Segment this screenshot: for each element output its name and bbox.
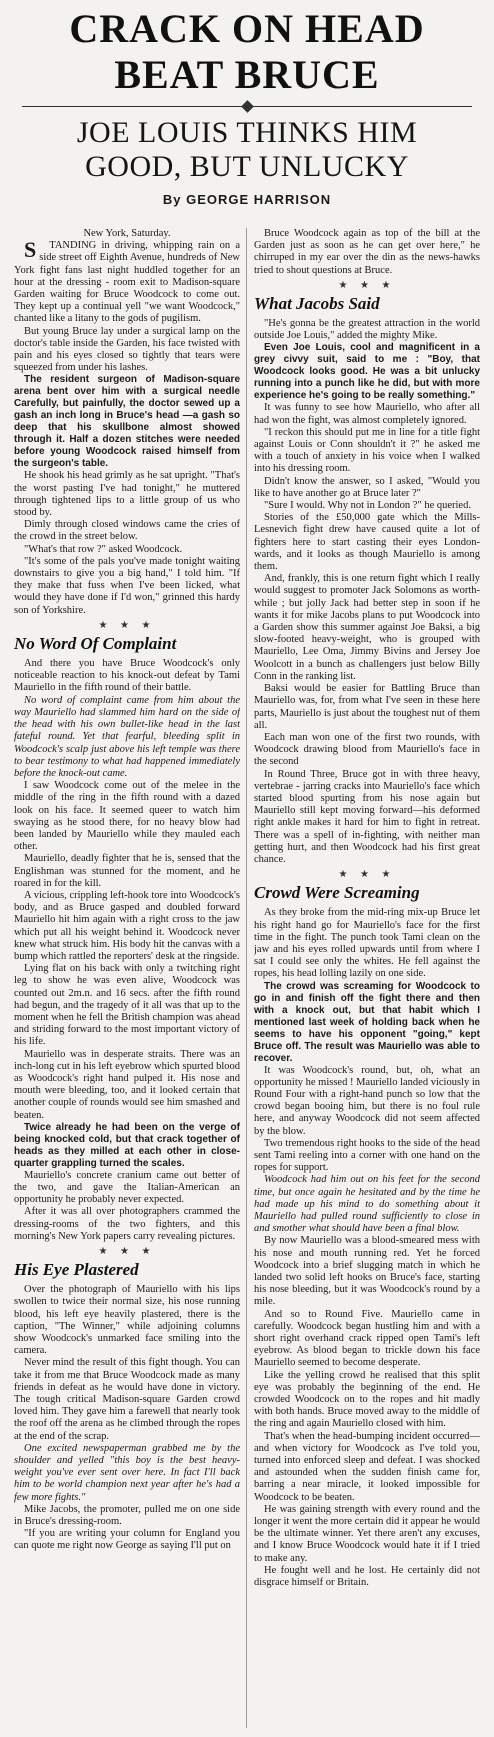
paragraph: "If you are writing your column for England you can quote me right now George as saying I'll put on — [14, 1528, 240, 1552]
section-heading-what-jacobs-said: What Jacobs Said — [254, 294, 380, 314]
right-column — [254, 228, 480, 1728]
paragraph: And there you have Bruce Woodcock's only noticeable reaction to his knock-out defeat by Tami Mauriello in the fifth round of their battle. — [14, 658, 240, 694]
paragraph: Never mind the result of this fight though. You can take it from me that Bruce Woodcock made as many friends in defeat as he would have done in victory. The tough critical Madison-square Garden crowd loved him. They gave him a farewell that nearly took the roof off the arena as he climbed through the ropes at the end of the scrap. — [14, 1357, 240, 1442]
column-divider — [246, 228, 247, 1728]
paragraph-italic: One excited newspaperman grabbed me by the shoulder and yelled "this boy is the best heavy-weight you've ever sent over here. In fact I'll back him to be world champion next year after he's had a few more fights." — [14, 1442, 240, 1503]
star-separator: ★ ★ ★ — [338, 279, 396, 291]
intro-text: TANDING in driving, whipping rain on a side street off Eighth Avenue, hundreds of New York fight fans last night huddled together for an hour at the dressing - room exit to Madison-square Garden waiting for Bruce Woodcock to come out. They kept up a continual yell "we want Woodcock," chanted like a litany to the gods of pugilism. — [14, 240, 240, 325]
article-body — [14, 228, 480, 1728]
paragraph: He was gaining strength with every round and the longer it went the more certain did it appear he would be the ultimate winner. Yet there aren't any excuses, and I know Bruce Woodcock would hate it if I tried to make any. — [254, 1503, 480, 1564]
drop-cap: S — [24, 237, 37, 263]
dateline: New York, Saturday. — [83, 228, 171, 239]
paragraph-italic: No word of complaint came from him about the way Mauriello had slammed him hard on the side of the head with his own bullet-like head in the last fateful round. Yet that fearful, bleeding split in Woodcock's scalp just above his left temple was there to bear testimony to what had happened immediately before the knock-out came. — [14, 694, 240, 779]
section-heading-no-word-of-complaint: No Word Of Complaint — [14, 634, 177, 654]
paragraph: Mauriello, deadly fighter that he is, sensed that the Englishman was stunned for the moment, and he roared in for the kill. — [14, 853, 240, 889]
paragraph-italic: Woodcock had him out on his feet for the second time, but once again he hesitated and by the time he had made up his mind to do something about it Mauriello had pulled round sufficiently to close in and smother what should have been a final blow. — [254, 1174, 480, 1235]
paragraph: As they broke from the mid-ring mix-up Bruce let his right hand go for Mauriello's face for the first time in the fight. The punch took Tami clean on the jaw and his eyes rolled upwards until from where I sat I could see only the whites. He fell against the ropes, his head lolling lazily on one side. — [254, 907, 480, 980]
paragraph: A vicious, crippling left-hook tore into Woodcock's body, and as Bruce gasped and doubled forward Mauriello hit him again with a right cross to the jaw which put all his weight behind it. Woodcock never knew what struck him. His body hit the canvas with a bump which rattled the reporters' desk at the ringside. — [14, 889, 240, 962]
paragraph: Stories of the £50,000 gate which the Mills-Lesnevich fight drew have caused quite a lot of fighters here to start casting their eyes London-wards, and it looks as though Mauriello is among them. — [254, 512, 480, 573]
paragraph: It was funny to see how Mauriello, who after all had won the fight, was almost completely ignored. — [254, 402, 480, 426]
subheadline-line-2: GOOD, BUT UNLUCKY — [85, 150, 409, 183]
paragraph: Lying flat on his back with only a twitching right leg to show he was even alive, Woodcock was counted out 2m.n. and 16 secs. after the fifth round had begun, and the tragedy of it all was that up to the moment when he fell the British champion was ahead and striding forward to the most important victory of his life. — [14, 963, 240, 1048]
paragraph: "Sure I would. Why not in London ?" he queried. — [264, 500, 471, 512]
headline-line-1: CRACK ON HEAD — [69, 6, 425, 51]
paragraph: Two tremendous right hooks to the side of the head sent Tami reeling into a corner with one hand on the ropes for support. — [254, 1137, 480, 1174]
paragraph-bold: The resident surgeon of Madison-square arena bent over him with a surgical needle Carefully, but painfully, the doctor sewed up a gash an inch long in Bruce's head —a gash so deep that his skullbone almost showed through it. Half a dozen stitches were needed before young Woodcock raised himself from the surgeon's table. — [14, 374, 240, 470]
paragraph: In Round Three, Bruce got in with three heavy, vertebrae - jarring cracks into Mauriello's face which started blood spurting from his nose again but Mauriello still kept moving forward—his deformed right ankle makes it hard for him to fight in retreat. There was a spell of in-fighting, with neither man getting hurt, and then Woodcock had his first great chance. — [254, 768, 480, 865]
paragraph-bold: Twice already he had been on the verge of being knocked cold, but that crack together of heads as they milled at each other in close-quarter grappling turned the scales. — [14, 1121, 240, 1169]
section-heading-crowd-were-screaming: Crowd Were Screaming — [254, 883, 420, 903]
paragraph: Mauriello was in desperate straits. There was an inch-long cut in his left eyebrow which spurted blood as Woodcock's right hand pulped it. His nose and mouth were bleeding, too, and it looked certain that another couple of rounds would see him smashed and beaten. — [14, 1048, 240, 1121]
paragraph: Each man won one of the first two rounds, with Woodcock drawing blood from Mauriello's face in the second — [254, 731, 480, 768]
byline: By GEORGE HARRISON — [162, 192, 332, 207]
paragraph: "What's that row ?" asked Woodcock. — [24, 543, 183, 555]
paragraph: He shook his head grimly as he sat upright. "That's the worst pasting I've had tonight," he muttered through tightened lips to a little group of us who stood by. — [14, 470, 240, 519]
star-separator: ★ ★ ★ — [98, 1246, 156, 1258]
paragraph: It was Woodcock's round, but, oh, what an opportunity he missed ! Mauriello landed viciously in Round Four with a right-hand punch so low that the crowd began booing him, but there is no foul rule here, and anyway Woodcock did not seem affected by the blow. — [254, 1064, 480, 1137]
paragraph: But young Bruce lay under a surgical lamp on the doctor's table inside the Garden, his face twisted with pain and his eyes closed so tightly that tears were squeezed from under his lashes. — [14, 325, 240, 374]
paragraph: Bruce Woodcock again as top of the bill at the Garden just as soon as he can get over here," he chirruped in my ear over the din as the news-hawks tried to shout questions at Bruce. — [254, 228, 480, 276]
paragraph: Didn't know the answer, so I asked, "Would you like to have another go at Bruce later ?" — [254, 475, 480, 499]
star-separator: ★ ★ ★ — [338, 869, 396, 881]
paragraph: I saw Woodcock come out of the melee in the middle of the ring in the fifth round with a dazed look on his face. It seemed queer to watch him swaying as he stood there, for no heavy blow had been landed by Mauriello while they mauled each other. — [14, 780, 240, 853]
headline — [10, 6, 484, 98]
paragraph: Over the photograph of Mauriello with his lips swollen to twice their normal size, his nose running blood, his left eye heavily plastered, there is the caption, "The Winner," while adjoining columns show Woodcock's unmarked face smiling into the camera. — [14, 1284, 240, 1357]
paragraph: "I reckon this should put me in line for a title fight against Louis or Conn shouldn't it ?" he asked me with a touch of anxiety in his voice when I walked into his dressing room. — [254, 426, 480, 475]
subheadline — [14, 116, 480, 184]
paragraph: "He's gonna be the greatest attraction in the world outside Joe Louis," added the mighty Mike. — [254, 318, 480, 342]
headline-line-2: BEAT BRUCE — [114, 52, 380, 97]
paragraph-bold: The crowd was screaming for Woodcock to go in and finish off the fight there and then with a knock out, but that habit which I mentioned last week of holding back when he seems to have his opponent "going," kept Bruce off. The result was Mauriello was able to recover. — [254, 980, 480, 1064]
paragraph: Like the yelling crowd he realised that this split eye was probably the beginning of the end. He crowded Woodcock on to the ropes and hit madly with both hands. Bruce moved away to the middle of the ring and again Mauriello closed with him. — [254, 1369, 480, 1430]
paragraph: And so to Round Five. Mauriello came in carefully. Woodcock began hustling him and with a short right overhand crack ripped open Tami's left eyebrow. As blood began to trickle down his face Mauriello seemed to become desperate. — [254, 1308, 480, 1369]
paragraph: That's when the head-bumping incident occurred—and when victory for Woodcock as I've told you, turned into enforced sleep and defeat. I was shocked and astounded when the sudden finish came for, barring a near miracle, it looked impossible for Woodcock to be beaten. — [254, 1430, 480, 1503]
ornamental-rule — [22, 102, 472, 112]
paragraph: Mauriello's concrete cranium came out better of the two, and gave the Italian-American an opportunity he probably never expected. — [14, 1169, 240, 1206]
subheadline-line-1: JOE LOUIS THINKS HIM — [76, 116, 418, 149]
paragraph: Baksi would be easier for Battling Bruce than Mauriello was, for, from what I've seen in these here parts, Mauriello is just about the toughest nut of them all. — [254, 683, 480, 731]
section-heading-his-eye-plastered: His Eye Plastered — [14, 1260, 139, 1280]
paragraph: After it was all over photographers crammed the dressing-rooms of the two fighters, and this morning's New York papers carry revealing pictures. — [14, 1206, 240, 1242]
paragraph: Mike Jacobs, the promoter, pulled me on one side in Bruce's dressing-room. — [14, 1503, 240, 1528]
diamond-ornament-icon — [241, 100, 254, 113]
paragraph-bold: Even Joe Louis, cool and magnificent in a grey civvy suit, said to me : "Boy, that Woodcock looks good. He was a bit unlucky running into a punch like he did, but with more experience he's going to be really something." — [254, 342, 480, 402]
paragraph: Dimly through closed windows came the cries of the crowd in the street below. — [14, 519, 240, 543]
intro-paragraph — [14, 237, 240, 325]
paragraph: "It's some of the pals you've made tonight waiting downstairs to give you a big hand," I told him. "If they make that fuss when I've been licked, what would they have done if I'd won," grinned this hardy son of Yorkshire. — [14, 555, 240, 616]
left-column — [14, 228, 240, 1728]
paragraph: And, frankly, this is one return fight which I really would suggest to promoter Jack Solomons as worth-while ; but jolly Jack had better step in soon if he wants it for mike Jacobs plans to put Woodcock into a Garden show this summer against Joe Baksi, a big slow-footed heavy-weight, who is grouped with Mauriello, Lee Oma, Jimmy Bivins and Jersey Joe Woolcott in a bunch as challengers just below Billy Conn in the ranking list. — [254, 573, 480, 682]
paragraph: By now Mauriello was a blood-smeared mess with his nose and mouth running red. Yet he forced Woodcock into a brief slugging match in which he landed two solid left hooks on Bruce's face, starting his nose bleeding, but it was Woodcock's round by a mile. — [254, 1235, 480, 1308]
star-separator: ★ ★ ★ — [98, 619, 156, 631]
paragraph: He fought well and he lost. He certainly did not disgrace himself or Britain. — [254, 1564, 480, 1589]
